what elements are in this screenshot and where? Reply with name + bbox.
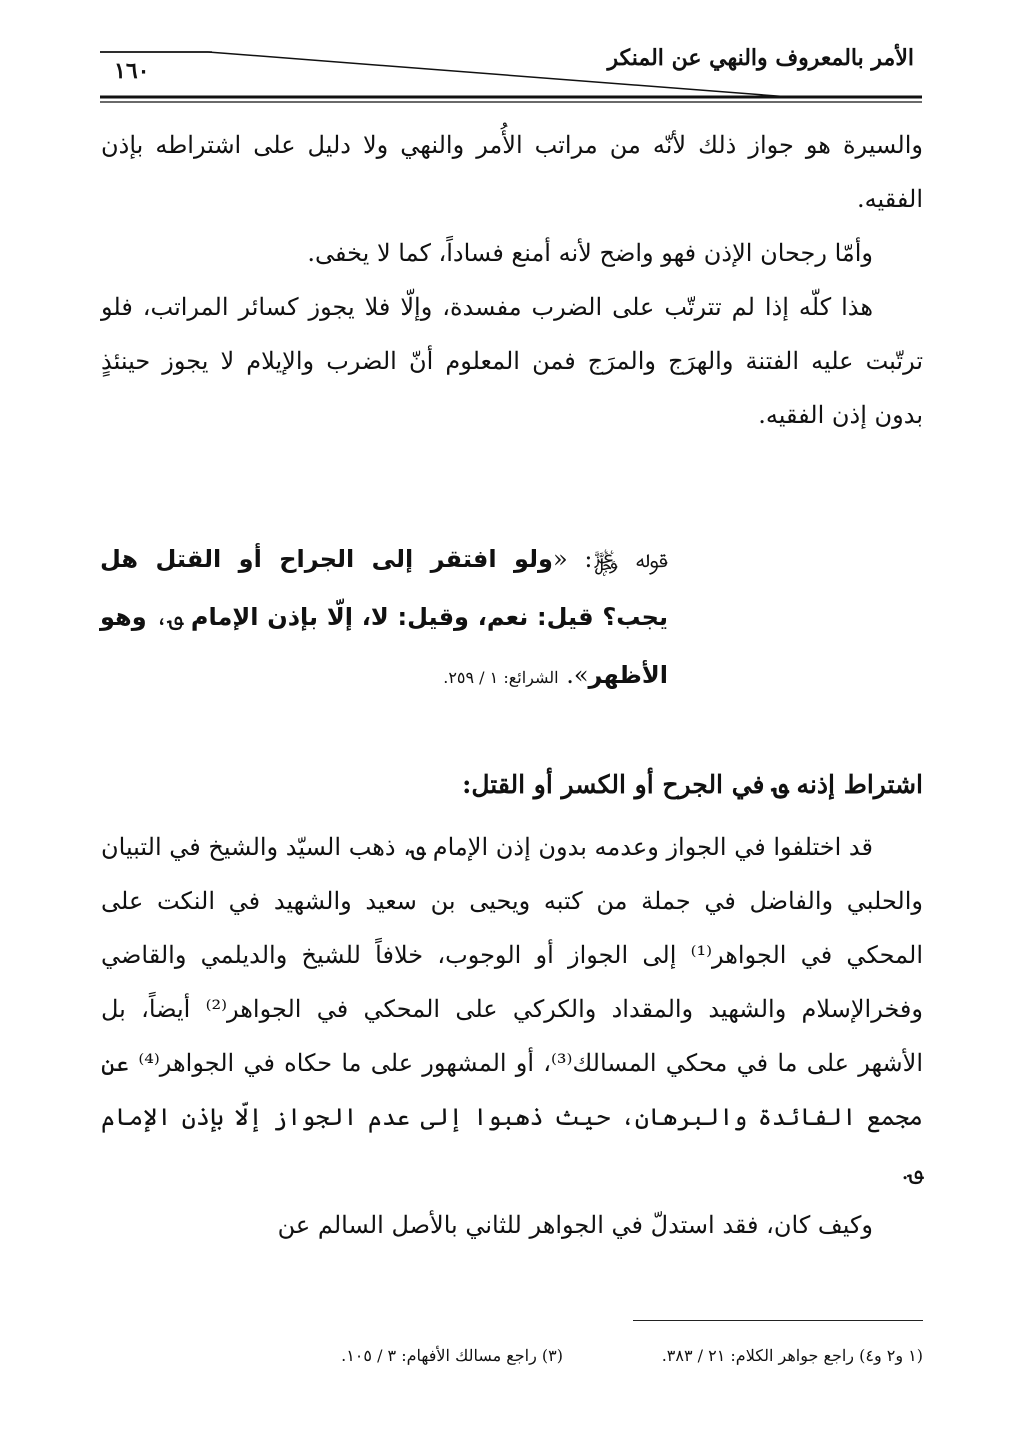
header-slant-line xyxy=(208,52,260,97)
paragraph: وأمّا رجحان الإذن فهو واضح لأنه أمنع فساداً، كما لا يخفى. xyxy=(307,239,873,267)
footnote-rule xyxy=(633,1320,923,1321)
quote-bold: وهو الأظهر xyxy=(100,603,668,689)
paragraph: قد اختلفوا في الجواز وعدمه بدون إذن الإمام ؈، ذهب السيّد والشيخ في التبيان والحلبي والفاضل في جملة من كتبه ويحيى بن سعيد والشهيد في النكت على المحكي في الجواهر⁽¹⁾ إلى الجواز أو الوجوب، خلافاً للشيخ والديلمي والقاضي وفخرالإسلام والشهيد والمقداد والكركي على المحكي في الجواهر⁽²⁾ أيضاً، بل الأشهر على ما في محكي المسالك⁽³⁾، أو المشهور على ما حكاه في الجواهر⁽⁴⁾ عن مجمع الفائدة والبرهان، حيث ذهبوا إلى عدم الجواز إلّا بإذن الإمام ؈. xyxy=(101,833,924,1185)
honorific-mark: ؈، xyxy=(146,603,191,631)
quote-lead: قوله ﷿: « xyxy=(552,545,668,573)
quote-bold: ولو افتقر إلى الجراح أو القتل هل يجب؟ قيل: نعم، وقيل: لا، إلّا بإذن الإمام xyxy=(100,545,668,631)
quote-close: ». xyxy=(558,661,589,689)
paragraph: وكيف كان، فقد استدلّ في الجواهر للثاني بالأصل السالم عن xyxy=(277,1211,873,1239)
section-text xyxy=(101,820,923,1252)
footnote-1-2-4: (١ و٢ و٤) راجع جواهر الكلام: ٢١ / ٣٨٣. xyxy=(661,1346,923,1365)
page-number: ١٦٠ xyxy=(114,58,150,84)
page-header xyxy=(100,40,922,104)
paragraph: والسيرة هو جواز ذلك لأنّه من مراتب الأُمر والنهي ولا دليل على اشتراطه بإذن الفقيه. xyxy=(101,131,924,213)
quote-source: الشرائع: ١ / ٢٥٩. xyxy=(443,668,559,687)
section-heading: اشتراط إذنه ؈ في الجرح أو الكسر أو القتل: xyxy=(462,770,923,799)
intro-text xyxy=(101,118,923,442)
paragraph: هذا كلّه إذا لم تترتّب على الضرب مفسدة، وإلّا فلا يجوز كسائر المراتب، فلو ترتّبت عليه الفتنة والهرَج والمرَج فمن المعلوم أنّ الضرب والإيلام لا يجوز حينئذٍ بدون إذن الفقيه. xyxy=(101,293,923,429)
quoted-text-block xyxy=(100,530,668,707)
book-title: الأمر بالمعروف والنهي عن المنكر xyxy=(607,45,914,71)
footnote-3: (٣) راجع مسالك الأفهام: ٣ / ١٠٥. xyxy=(341,1346,563,1365)
